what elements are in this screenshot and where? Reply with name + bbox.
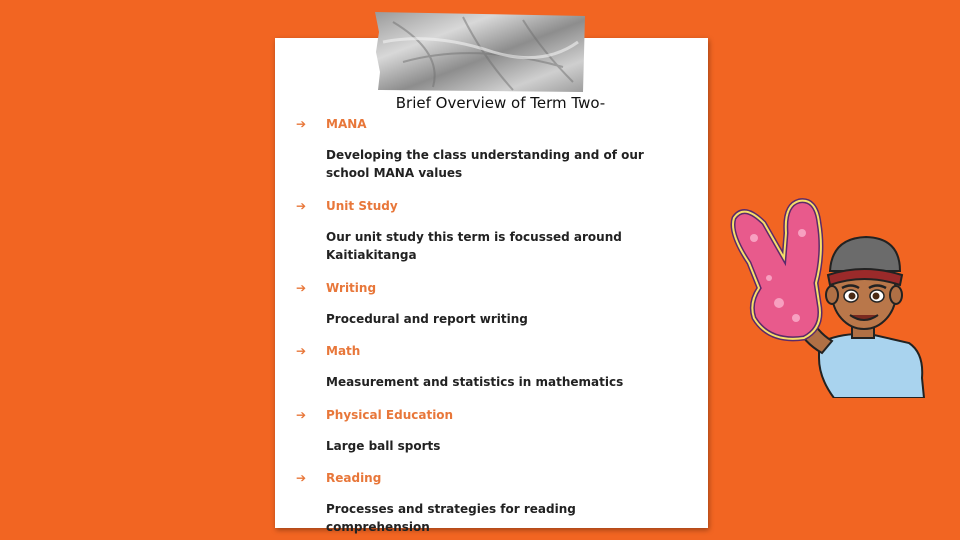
item-label: Reading (326, 471, 382, 485)
item-label: MANA (326, 117, 367, 131)
slide-title: Brief Overview of Term Two- (395, 94, 606, 112)
arrow-icon: ➔ (296, 199, 307, 213)
item-description: Our unit study this term is focussed around Kaitiakitanga (326, 230, 622, 262)
item-description: Large ball sports (326, 439, 441, 453)
item-label: Writing (326, 281, 377, 295)
arrow-icon: ➔ (296, 471, 307, 485)
arrow-icon: ➔ (296, 344, 307, 358)
arrow-icon: ➔ (296, 408, 307, 422)
item-description: Processes and strategies for reading comprehension (326, 502, 576, 534)
bitmoji-avatar-icon (724, 193, 934, 398)
item-description: Procedural and report writing (326, 312, 528, 326)
item-label: Math (326, 344, 361, 358)
tape-strip-icon (373, 12, 587, 94)
arrow-icon: ➔ (296, 281, 307, 295)
item-label: Unit Study (326, 199, 398, 213)
item-description: Measurement and statistics in mathematics (326, 375, 624, 389)
item-description: Developing the class understanding and of our school MANA values (326, 148, 644, 180)
item-label: Physical Education (326, 408, 454, 422)
arrow-icon: ➔ (296, 117, 307, 131)
